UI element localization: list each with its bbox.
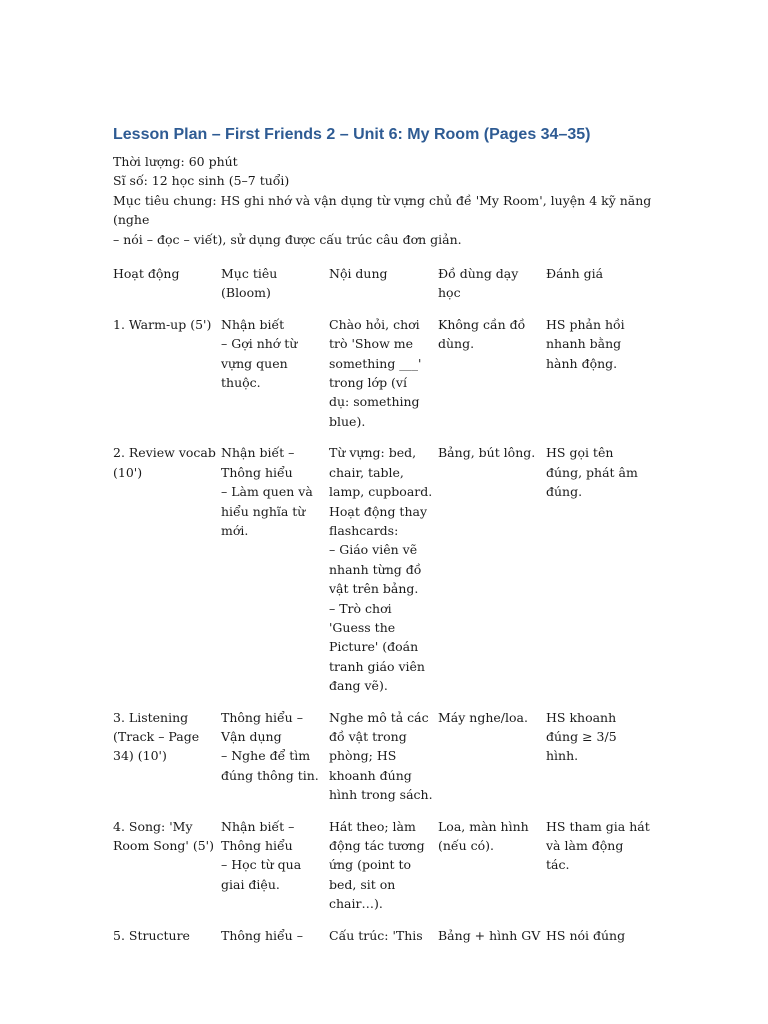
cell-text-line: Hoạt động thay [329,503,428,519]
table-row-activity-cell [113,443,221,695]
cell-text-line: (Track – Page [113,728,200,744]
cell-text-line: 34) (10') [113,748,167,764]
cell-text-line: 5. Structure [113,927,190,943]
cell-text-line: vật trên bảng. [329,581,419,597]
table-header-row-activity-cell [113,264,221,303]
cell-text-line: Đồ dùng dạy [438,266,519,282]
cell-text-line: something ___' [329,355,422,371]
cell-text-line: (10') [113,464,143,480]
cell-text-line: bed, sit on [329,876,396,892]
cell-text-line: hành động. [546,355,618,371]
objective-line-2: – nói – đọc – viết), sử dụng được cấu trúc câu đơn giản. [113,231,462,247]
table-row-assessment-cell [546,315,653,431]
table-header-row-content-cell [329,264,438,303]
cell-text-line: – Học từ qua [221,857,302,873]
cell-text-line: Mục tiêu [221,266,278,282]
cell-text-line: Chào hỏi, chơi [329,316,420,332]
table-row-objective-cell [221,817,329,914]
cell-text-line: 3. Listening [113,709,189,725]
cell-text-line: đúng thông tin. [221,767,319,783]
cell-text-line: Nhận biết – [221,445,295,461]
cell-text-line: 4. Song: 'My [113,818,193,834]
cell-text-line: đang vẽ). [329,678,388,694]
cell-text-line: Bảng, bút lông. [438,445,536,461]
table-row-objective-cell [221,315,329,431]
cell-text-line: Nhận biết [221,316,285,332]
table-header-row-objective-cell [221,264,329,303]
cell-text-line: Thông hiểu [221,838,293,853]
cell-text-line: 'Guess the [329,619,396,635]
duration-line: Thời lượng: 60 phút [113,154,238,169]
table-row-content-cell [329,708,438,805]
table-row-activity-cell [113,926,221,945]
cell-text-line: đúng. [546,484,583,500]
cell-text-line: thuộc. [221,375,261,391]
table-row-content-cell [329,443,438,695]
cell-text-line: dùng. [438,336,475,352]
cell-text-line: HS gọi tên [546,445,614,461]
table-row [113,817,653,914]
cell-text-line: flashcards: [329,522,399,538]
cell-text-line: động tác tương [329,838,425,853]
cell-text-line: Nội dung [329,266,388,282]
cell-text-line: nhanh từng đồ [329,561,422,577]
cell-text-line: – Gợi nhớ từ [221,336,298,352]
table-row [113,315,653,431]
cell-text-line: Thông hiểu [221,464,293,480]
cell-text-line: lamp, cupboard. [329,484,433,500]
cell-text-line: ứng (point to [329,857,412,873]
cell-text-line: trò 'Show me [329,336,413,352]
table-header-row-assessment-cell [546,264,653,303]
table-row [113,443,653,695]
cell-text-line: blue). [329,413,366,429]
cell-text-line: chair, table, [329,464,404,480]
cell-text-line: nhanh bằng [546,336,622,352]
cell-text-line: trong lớp (ví [329,375,407,391]
cell-text-line: Thông hiểu – [221,709,303,725]
cell-text-line: Vận dụng [221,728,282,744]
lesson-activity-table [113,264,653,945]
cell-text-line: (nếu có). [438,838,495,853]
cell-text-line: HS nói đúng [546,927,626,943]
cell-text-line: hình. [546,748,579,764]
cell-text-line: Không cần đồ [438,316,526,332]
cell-text-line: Thông hiểu – [221,927,303,943]
cell-text-line: Room Song' (5') [113,838,214,853]
cell-text-line: học [438,285,461,301]
cell-text-line: – Trò chơi [329,600,392,616]
table-row-activity-cell [113,708,221,805]
cell-text-line: hiểu nghĩa từ [221,503,306,519]
cell-text-line: – Giáo viên vẽ [329,542,418,558]
cell-text-line: Từ vựng: bed, [329,445,417,461]
table-row-assessment-cell [546,926,653,945]
table-row-objective-cell [221,926,329,945]
cell-text-line: tranh giáo viên [329,658,425,674]
cell-text-line: (Bloom) [221,285,271,301]
table-row [113,926,653,945]
cell-text-line: vựng quen [221,355,288,371]
cell-text-line: HS khoanh [546,709,617,725]
cell-text-line: HS tham gia hát [546,818,650,834]
table-row-assessment-cell [546,817,653,914]
cell-text-line: HS phản hồi [546,316,625,332]
cell-text-line: Nhận biết – [221,818,295,834]
cell-text-line: khoanh đúng [329,767,412,783]
cell-text-line: Đánh giá [546,266,604,282]
cell-text-line: Nghe mô tả các [329,709,429,725]
table-row-activity-cell [113,817,221,914]
cell-text-line: đồ vật trong [329,728,407,744]
lesson-plan-title: Lesson Plan – First Friends 2 – Unit 6: My Room (Pages 34–35) [113,126,591,143]
cell-text-line: Hoạt động [113,266,180,282]
cell-text-line: phòng; HS [329,748,397,764]
cell-text-line: – Làm quen và [221,484,313,500]
table-row-materials-cell [438,443,546,695]
table-header-row-materials-cell [438,264,546,303]
cell-text-line: Bảng + hình GV [438,927,541,943]
table-row-content-cell [329,315,438,431]
table-row-materials-cell [438,926,546,945]
table-row-content-cell [329,817,438,914]
cell-text-line: Hát theo; làm [329,818,416,834]
table-row-materials-cell [438,315,546,431]
cell-text-line: hình trong sách. [329,787,433,803]
table-row-materials-cell [438,817,546,914]
class-size-line: Sĩ số: 12 học sinh (5–7 tuổi) [113,173,290,189]
table-header-row [113,264,653,303]
table-row-assessment-cell [546,443,653,695]
table-row-objective-cell [221,708,329,805]
cell-text-line: chair…). [329,896,383,912]
cell-text-line: 1. Warm-up (5') [113,316,212,332]
table-row-assessment-cell [546,708,653,805]
table-row-content-cell [329,926,438,945]
lesson-plan-page [113,124,653,957]
table-row-activity-cell [113,315,221,431]
cell-text-line: mới. [221,522,249,538]
cell-text-line: và làm động [546,838,624,853]
cell-text-line: đúng ≥ 3/5 [546,728,617,744]
table-row-materials-cell [438,708,546,805]
cell-text-line: 2. Review vocab [113,445,216,461]
cell-text-line: Máy nghe/loa. [438,709,528,725]
objective-line-1: Mục tiêu chung: HS ghi nhớ và vận dụng từ vựng chủ đề 'My Room', luyện 4 kỹ năng (nghe [113,192,652,228]
table-row [113,708,653,805]
cell-text-line: dụ: something [329,394,420,410]
cell-text-line: Loa, màn hình [438,818,529,834]
cell-text-line: đúng, phát âm [546,464,638,480]
cell-text-line: – Nghe để tìm [221,748,311,764]
cell-text-line: Cấu trúc: 'This [329,927,423,943]
table-row-objective-cell [221,443,329,695]
cell-text-line: tác. [546,857,570,873]
cell-text-line: Picture' (đoán [329,639,419,655]
cell-text-line: giai điệu. [221,876,280,892]
